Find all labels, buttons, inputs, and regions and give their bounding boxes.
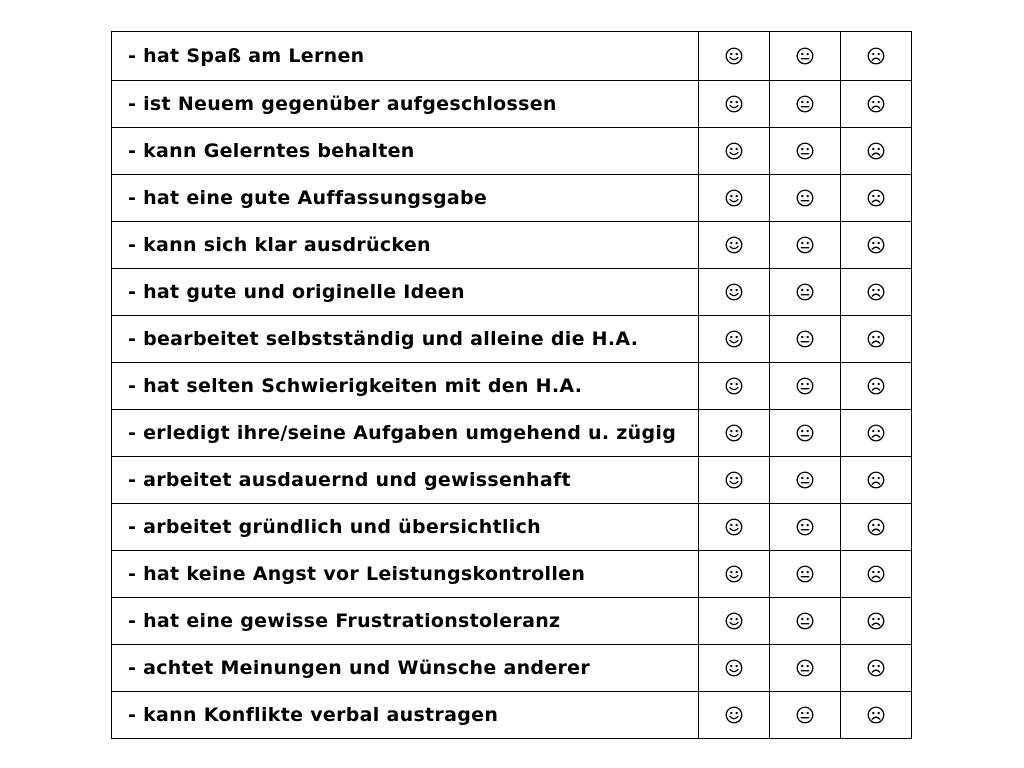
smiling-face-rating-cell[interactable]	[699, 457, 770, 504]
frowning-face-rating-cell[interactable]	[841, 128, 912, 175]
neutral-face-icon	[770, 706, 840, 724]
neutral-face-icon	[770, 565, 840, 583]
neutral-face-rating-cell[interactable]	[770, 598, 841, 645]
criterion-label: - hat Spaß am Lernen	[112, 32, 699, 81]
frowning-face-rating-cell[interactable]	[841, 551, 912, 598]
smiling-face-icon	[699, 47, 769, 65]
smiling-face-rating-cell[interactable]	[699, 410, 770, 457]
smiling-face-rating-cell[interactable]	[699, 551, 770, 598]
smiling-face-icon	[699, 95, 769, 113]
smiling-face-icon	[699, 471, 769, 489]
smiling-face-rating-cell[interactable]	[699, 81, 770, 128]
neutral-face-rating-cell[interactable]	[770, 363, 841, 410]
smiling-face-icon	[699, 377, 769, 395]
frowning-face-icon	[841, 612, 911, 630]
table-row	[112, 410, 912, 457]
smiling-face-rating-cell[interactable]	[699, 363, 770, 410]
table-row	[112, 598, 912, 645]
smiling-face-icon	[699, 330, 769, 348]
criterion-label: - kann sich klar ausdrücken	[112, 222, 699, 269]
smiling-face-rating-cell[interactable]	[699, 128, 770, 175]
frowning-face-rating-cell[interactable]	[841, 32, 912, 81]
smiling-face-icon	[699, 565, 769, 583]
criterion-label: - kann Konflikte verbal austragen	[112, 692, 699, 739]
neutral-face-rating-cell[interactable]	[770, 316, 841, 363]
frowning-face-icon	[841, 377, 911, 395]
criterion-label: - hat keine Angst vor Leistungskontrollen	[112, 551, 699, 598]
neutral-face-rating-cell[interactable]	[770, 128, 841, 175]
frowning-face-rating-cell[interactable]	[841, 692, 912, 739]
smiling-face-rating-cell[interactable]	[699, 222, 770, 269]
frowning-face-icon	[841, 95, 911, 113]
smiling-face-rating-cell[interactable]	[699, 504, 770, 551]
criterion-label: - hat gute und originelle Ideen	[112, 269, 699, 316]
frowning-face-icon	[841, 659, 911, 677]
smiling-face-rating-cell[interactable]	[699, 692, 770, 739]
frowning-face-icon	[841, 189, 911, 207]
neutral-face-rating-cell[interactable]	[770, 222, 841, 269]
smiling-face-icon	[699, 659, 769, 677]
neutral-face-rating-cell[interactable]	[770, 457, 841, 504]
frowning-face-rating-cell[interactable]	[841, 175, 912, 222]
neutral-face-rating-cell[interactable]	[770, 645, 841, 692]
neutral-face-icon	[770, 236, 840, 254]
smiling-face-icon	[699, 142, 769, 160]
frowning-face-icon	[841, 236, 911, 254]
neutral-face-rating-cell[interactable]	[770, 504, 841, 551]
frowning-face-rating-cell[interactable]	[841, 504, 912, 551]
neutral-face-icon	[770, 47, 840, 65]
smiling-face-rating-cell[interactable]	[699, 645, 770, 692]
table-row	[112, 504, 912, 551]
criterion-label: - hat selten Schwierigkeiten mit den H.A.	[112, 363, 699, 410]
criterion-label: - hat eine gute Auffassungsgabe	[112, 175, 699, 222]
table-row	[112, 363, 912, 410]
table-row	[112, 645, 912, 692]
frowning-face-rating-cell[interactable]	[841, 363, 912, 410]
table-row	[112, 551, 912, 598]
frowning-face-icon	[841, 518, 911, 536]
neutral-face-rating-cell[interactable]	[770, 81, 841, 128]
neutral-face-icon	[770, 283, 840, 301]
table-row	[112, 81, 912, 128]
criterion-label: - ist Neuem gegenüber aufgeschlossen	[112, 81, 699, 128]
criterion-label: - achtet Meinungen und Wünsche anderer	[112, 645, 699, 692]
neutral-face-icon	[770, 424, 840, 442]
table-row	[112, 175, 912, 222]
neutral-face-rating-cell[interactable]	[770, 692, 841, 739]
table-row	[112, 269, 912, 316]
frowning-face-rating-cell[interactable]	[841, 410, 912, 457]
neutral-face-rating-cell[interactable]	[770, 32, 841, 81]
frowning-face-icon	[841, 424, 911, 442]
neutral-face-icon	[770, 612, 840, 630]
smiling-face-rating-cell[interactable]	[699, 175, 770, 222]
frowning-face-rating-cell[interactable]	[841, 269, 912, 316]
smiling-face-rating-cell[interactable]	[699, 598, 770, 645]
frowning-face-rating-cell[interactable]	[841, 457, 912, 504]
neutral-face-icon	[770, 142, 840, 160]
assessment-table	[111, 31, 912, 739]
frowning-face-icon	[841, 283, 911, 301]
criterion-label: - arbeitet gründlich und übersichtlich	[112, 504, 699, 551]
criterion-label: - hat eine gewisse Frustrationstoleranz	[112, 598, 699, 645]
table-row	[112, 457, 912, 504]
table-row	[112, 222, 912, 269]
frowning-face-rating-cell[interactable]	[841, 316, 912, 363]
assessment-table-body	[112, 32, 912, 739]
criterion-label: - erledigt ihre/seine Aufgaben umgehend u. zügig	[112, 410, 699, 457]
smiling-face-icon	[699, 518, 769, 536]
table-row	[112, 316, 912, 363]
neutral-face-icon	[770, 189, 840, 207]
neutral-face-rating-cell[interactable]	[770, 410, 841, 457]
neutral-face-icon	[770, 330, 840, 348]
frowning-face-rating-cell[interactable]	[841, 222, 912, 269]
frowning-face-rating-cell[interactable]	[841, 645, 912, 692]
frowning-face-rating-cell[interactable]	[841, 598, 912, 645]
neutral-face-icon	[770, 95, 840, 113]
smiling-face-icon	[699, 612, 769, 630]
frowning-face-rating-cell[interactable]	[841, 81, 912, 128]
smiling-face-rating-cell[interactable]	[699, 269, 770, 316]
neutral-face-icon	[770, 518, 840, 536]
table-row	[112, 128, 912, 175]
frowning-face-icon	[841, 330, 911, 348]
criterion-label: - arbeitet ausdauernd und gewissenhaft	[112, 457, 699, 504]
frowning-face-icon	[841, 706, 911, 724]
smiling-face-rating-cell[interactable]	[699, 316, 770, 363]
smiling-face-icon	[699, 424, 769, 442]
criterion-label: - kann Gelerntes behalten	[112, 128, 699, 175]
table-row	[112, 32, 912, 81]
neutral-face-icon	[770, 471, 840, 489]
neutral-face-rating-cell[interactable]	[770, 175, 841, 222]
frowning-face-icon	[841, 47, 911, 65]
frowning-face-icon	[841, 471, 911, 489]
smiling-face-icon	[699, 706, 769, 724]
table-row	[112, 692, 912, 739]
frowning-face-icon	[841, 565, 911, 583]
neutral-face-icon	[770, 659, 840, 677]
smiling-face-icon	[699, 236, 769, 254]
smiling-face-icon	[699, 283, 769, 301]
criterion-label: - bearbeitet selbstständig und alleine die H.A.	[112, 316, 699, 363]
smiling-face-rating-cell[interactable]	[699, 32, 770, 81]
smiling-face-icon	[699, 189, 769, 207]
neutral-face-rating-cell[interactable]	[770, 551, 841, 598]
frowning-face-icon	[841, 142, 911, 160]
neutral-face-rating-cell[interactable]	[770, 269, 841, 316]
neutral-face-icon	[770, 377, 840, 395]
